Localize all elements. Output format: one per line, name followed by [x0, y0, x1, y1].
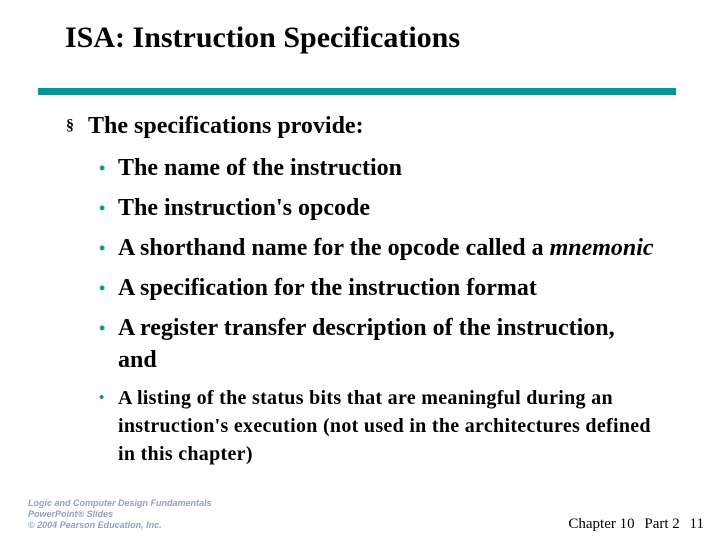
- list-item-text: The instruction's opcode: [118, 195, 371, 221]
- list-item: [97, 152, 657, 184]
- bullet-dot-icon: •: [99, 278, 106, 298]
- specification-list: [97, 152, 657, 476]
- bullet-dot-icon: •: [99, 158, 106, 178]
- publisher-note-line: Logic and Computer Design Fundamentals: [28, 498, 212, 508]
- bullet-dot-icon: •: [99, 318, 106, 338]
- footer-part: Part 2: [644, 516, 680, 532]
- page-number: 11: [689, 516, 704, 532]
- publisher-note: [28, 498, 212, 531]
- list-item-text: The name of the instruction: [118, 155, 402, 181]
- list-item: [97, 232, 657, 264]
- footer-chapter: Chapter 10: [568, 516, 635, 532]
- list-item: [97, 272, 657, 304]
- slide-footer: [562, 516, 704, 533]
- list-item: [97, 384, 657, 468]
- list-item-text: A specification for the instruction format: [118, 275, 537, 301]
- list-item: [97, 192, 657, 224]
- bullet-dot-icon: •: [99, 390, 105, 406]
- list-item-text: A register transfer description of the instruction, and: [118, 315, 615, 373]
- list-item: [97, 312, 657, 376]
- main-bullet: [66, 112, 364, 141]
- mnemonic-term: mnemonic: [549, 235, 654, 261]
- title-divider: [38, 88, 676, 95]
- publisher-note-line: © 2004 Pearson Education, Inc.: [28, 520, 162, 530]
- slide-title: ISA: Instruction Specifications: [65, 21, 461, 54]
- bullet-dot-icon: •: [99, 198, 106, 218]
- list-item-text: A shorthand name for the opcode called a: [118, 235, 550, 261]
- list-item-text: A listing of the status bits that are meaningful during an instruction's execution (not used in the architectures defined in this chapter): [118, 387, 651, 465]
- section-bullet-icon: §: [66, 117, 74, 134]
- bullet-dot-icon: •: [99, 238, 106, 258]
- publisher-note-line: PowerPoint® Slides: [28, 509, 114, 519]
- main-bullet-text: The specifications provide:: [88, 113, 364, 139]
